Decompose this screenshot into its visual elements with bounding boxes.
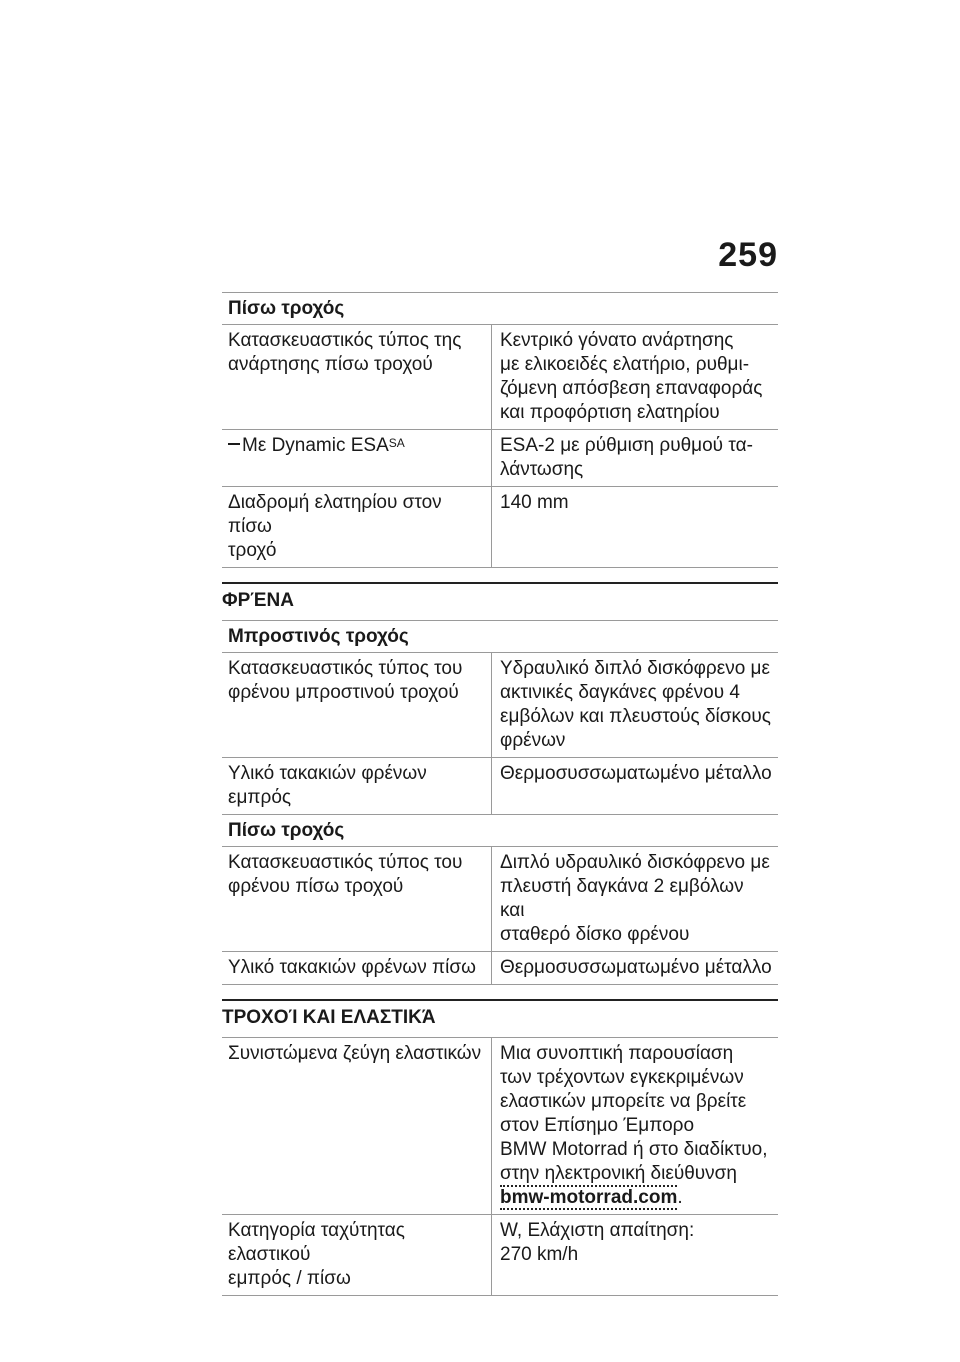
- row-value: Θερμοσυσσωματωμένο μέταλλο: [500, 957, 772, 978]
- rear-suspension-table: [222, 292, 778, 568]
- brakes-table: [222, 620, 778, 985]
- row-label: [222, 430, 492, 486]
- wheels-table: [222, 1037, 778, 1296]
- row-label: Κατασκευαστικός τύπος της ανάρτησης πίσω τροχού: [222, 325, 492, 429]
- row-value: Κεντρικό γόνατο ανάρτησης με ελικοειδές ελατήριο, ρυθμι- ζόμενη απόσβεση επαναφοράς και προφόρτιση ελατηρίου: [500, 330, 763, 423]
- row-label: Κατασκευαστικός τύπος του φρένου πίσω τροχού: [222, 847, 492, 951]
- document-content: [222, 292, 778, 1296]
- row-value: W, Ελάχιστη απαίτηση: 270 km/h: [500, 1220, 695, 1265]
- option-superscript: SA: [388, 436, 405, 450]
- row-value: Διπλό υδραυλικό δισκόφρενο με πλευστή δαγκάνα 2 εμβόλων και σταθερό δίσκο φρένου: [500, 852, 770, 945]
- row-label: Κατηγορία ταχύτητας ελαστικού εμπρός / πίσω: [222, 1215, 492, 1295]
- brakes-section-title: ΦΡΈΝΑ: [222, 582, 778, 620]
- row-label: Υλικό τακακιών φρένων πίσω: [222, 952, 492, 984]
- table-row: [222, 846, 778, 951]
- table-row: [222, 1037, 778, 1214]
- dash-icon: [228, 443, 240, 445]
- wheels-section-title: ΤΡΟΧΟΊ ΚΑΙ ΕΛΑΣΤΙΚΆ: [222, 999, 778, 1037]
- row-label: Διαδρομή ελατηρίου στον πίσω τροχό: [222, 487, 492, 567]
- page-number: 259: [718, 236, 778, 274]
- row-value: ESA-2 με ρύθμιση ρυθμού τα- λάντωσης: [500, 435, 753, 480]
- table-row: [222, 429, 778, 486]
- table-row: [222, 757, 778, 814]
- table-row: [222, 324, 778, 429]
- row-label-text: Με Dynamic ESA: [242, 435, 389, 456]
- row-value: Θερμοσυσσωματωμένο μέταλλο: [500, 763, 772, 784]
- row-label: Συνιστώμενα ζεύγη ελαστικών: [222, 1038, 492, 1214]
- row-value: [492, 1038, 778, 1214]
- link-suffix: .: [677, 1187, 683, 1208]
- row-value: 140 mm: [500, 492, 569, 513]
- row-label: Κατασκευαστικός τύπος του φρένου μπροστινού τροχού: [222, 653, 492, 757]
- website-link[interactable]: bmw-motorrad.com: [500, 1187, 678, 1208]
- rear-wheel-heading: Πίσω τροχός: [222, 814, 778, 846]
- table-row: [222, 1214, 778, 1296]
- row-value: Υδραυλικό διπλό δισκόφρενο με ακτινικές δαγκάνες φρένου 4 εμβόλων και πλευστούς δίσκους φρένων: [500, 658, 771, 751]
- table-row: [222, 652, 778, 757]
- table-row: [222, 951, 778, 985]
- rear-wheel-heading: Πίσω τροχός: [222, 292, 778, 324]
- front-wheel-heading: Μπροστινός τροχός: [222, 620, 778, 652]
- row-value-text: Μια συνοπτική παρουσίαση των τρέχοντων εγκεκριμένων ελαστικών μπορείτε να βρείτε στον Επίσημο Έμπορο BMW Motorrad ή στο διαδίκτυο, στην ηλεκτρονική διεύθυνση: [500, 1043, 768, 1184]
- table-row: [222, 486, 778, 568]
- row-label: Υλικό τακακιών φρένων εμπρός: [222, 758, 492, 814]
